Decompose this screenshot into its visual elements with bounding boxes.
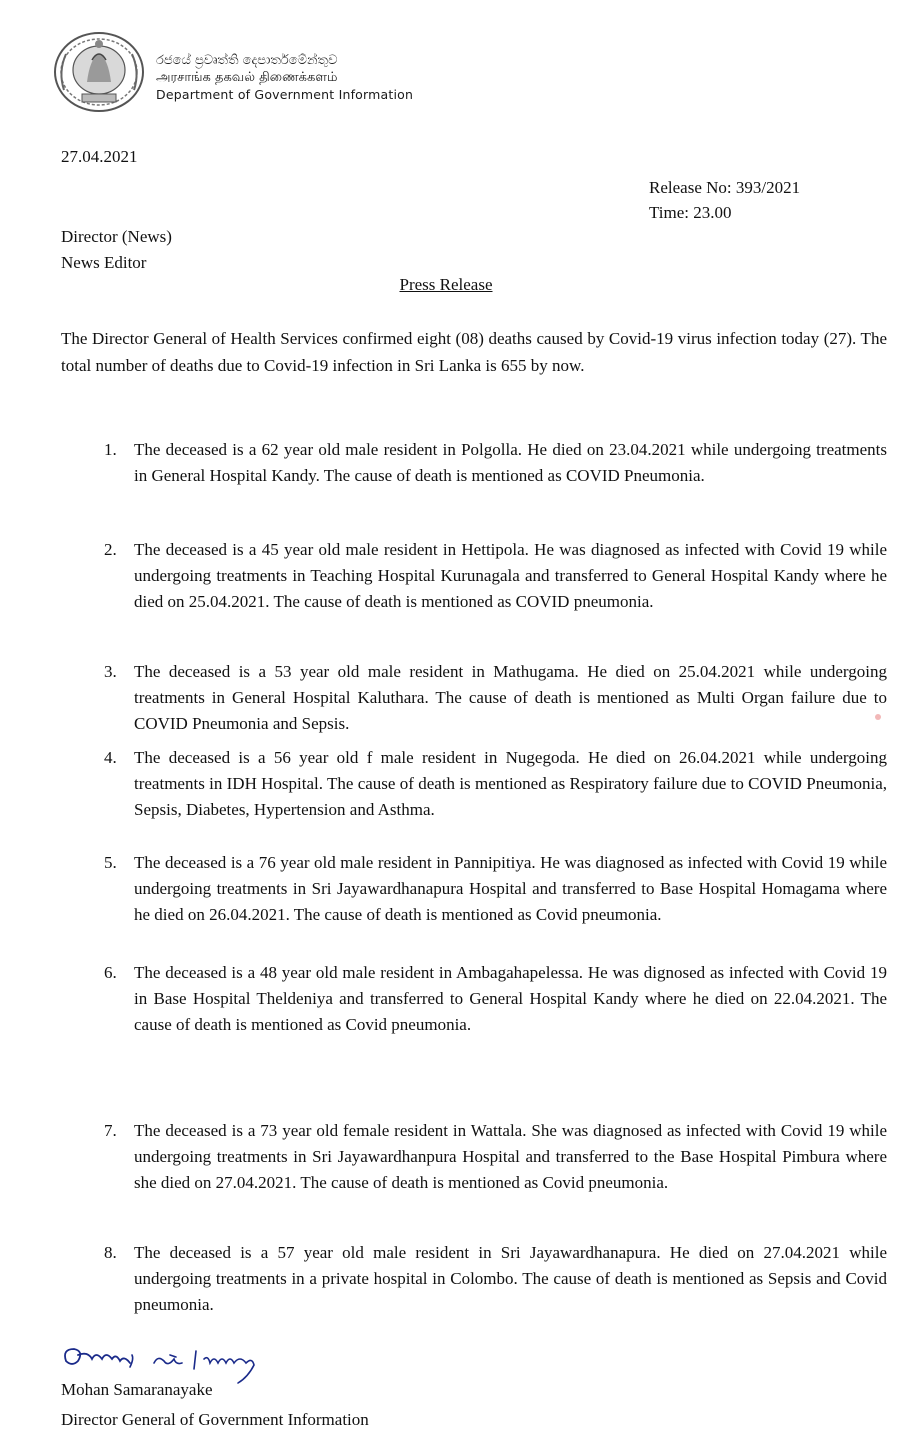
release-date: 27.04.2021: [61, 147, 138, 166]
department-name-sinhala: රජයේ ප්‍රවෘත්ති දෙපාර්තමේන්තුව: [156, 53, 338, 68]
list-item-number: 7.: [104, 1121, 117, 1140]
department-name-block: [156, 52, 413, 103]
recipient-line: Director (News): [61, 227, 172, 246]
list-item-text: The deceased is a 48 year old male resident in Ambagahapelessa. He was dignosed as infected with Covid 19 in Base Hospital Theldeniya and transferred to General Hospital Kandy where he died on 22.04.2021. The cause of death is mentioned as Covid pneumonia.: [134, 963, 887, 1034]
list-item-text: The deceased is a 73 year old female resident in Wattala. She was diagnosed as infected with Covid 19 while undergoing treatments in Sri Jayawardhanpura Hospital and transferred to the Base Hospital Pimbura where she died on 27.04.2021. The cause of death is mentioned as Covid pneumonia.: [134, 1121, 887, 1192]
list-item-number: 4.: [104, 748, 117, 767]
signer-block: [61, 1375, 369, 1435]
list-item-text: The deceased is a 56 year old f male resident in Nugegoda. He died on 26.04.2021 while undergoing treatments in IDH Hospital. The cause of death is mentioned as Respiratory failure due to COVID Pneumonia, Sepsis, Diabetes, Hypertension and Asthma.: [134, 748, 887, 819]
release-number: Release No: 393/2021: [649, 178, 801, 197]
release-info: [649, 175, 800, 225]
recipients: [61, 224, 172, 276]
sri-lanka-emblem-seal-icon: [52, 30, 146, 114]
recipient-line: News Editor: [61, 253, 147, 272]
list-item-number: 6.: [104, 963, 117, 982]
list-item-text: The deceased is a 76 year old male resident in Pannipitiya. He was diagnosed as infected with Covid 19 while undergoing treatments in Sri Jayawardhanapura Hospital and transferred to Base Hospital Homagama where he died on 26.04.2021. The cause of death is mentioned as Covid pneumonia.: [134, 853, 887, 924]
intro-paragraph: The Director General of Health Services confirmed eight (08) deaths caused by Covid-19 virus infection today (27). The total number of deaths due to Covid-19 infection in Sri Lanka is 655 by now.: [61, 329, 887, 375]
page-title: Press Release: [399, 275, 493, 294]
department-name-english: Department of Government Information: [156, 87, 414, 102]
list-item-text: The deceased is a 45 year old male resident in Hettipola. He was diagnosed as infected with Covid 19 while undergoing treatments in Teaching Hospital Kurunagala and transferred to General Hospital Kandy where he died on 25.04.2021. The cause of death is mentioned as COVID pneumonia.: [134, 540, 887, 611]
list-item-text: The deceased is a 57 year old male resident in Sri Jayawardhanapura. He died on 27.04.2021 while undergoing treatments in a private hospital in Colombo. The cause of death is mentioned as Sepsis and Covid pneumonia.: [134, 1243, 887, 1314]
signer-title: Director General of Government Information: [61, 1410, 369, 1429]
list-item-number: 3.: [104, 662, 117, 681]
decorative-mark: [875, 714, 881, 720]
list-item-number: 8.: [104, 1243, 117, 1262]
letterhead: [52, 30, 492, 120]
department-name-tamil: அரசாங்க தகவல் திணைக்களம்: [156, 70, 338, 85]
list-item-text: The deceased is a 53 year old male resident in Mathugama. He died on 25.04.2021 while undergoing treatments in General Hospital Kaluthara. The cause of death is mentioned as Multi Organ failure due to COVID Pneumonia and Sepsis.: [134, 662, 887, 733]
list-item-number: 5.: [104, 853, 117, 872]
release-time: Time: 23.00: [649, 203, 732, 222]
list-item-number: 2.: [104, 540, 117, 559]
signer-name: Mohan Samaranayake: [61, 1380, 213, 1399]
list-item-text: The deceased is a 62 year old male resident in Polgolla. He died on 23.04.2021 while undergoing treatments in General Hospital Kandy. The cause of death is mentioned as COVID Pneumonia.: [134, 440, 887, 485]
list-item-number: 1.: [104, 440, 117, 459]
